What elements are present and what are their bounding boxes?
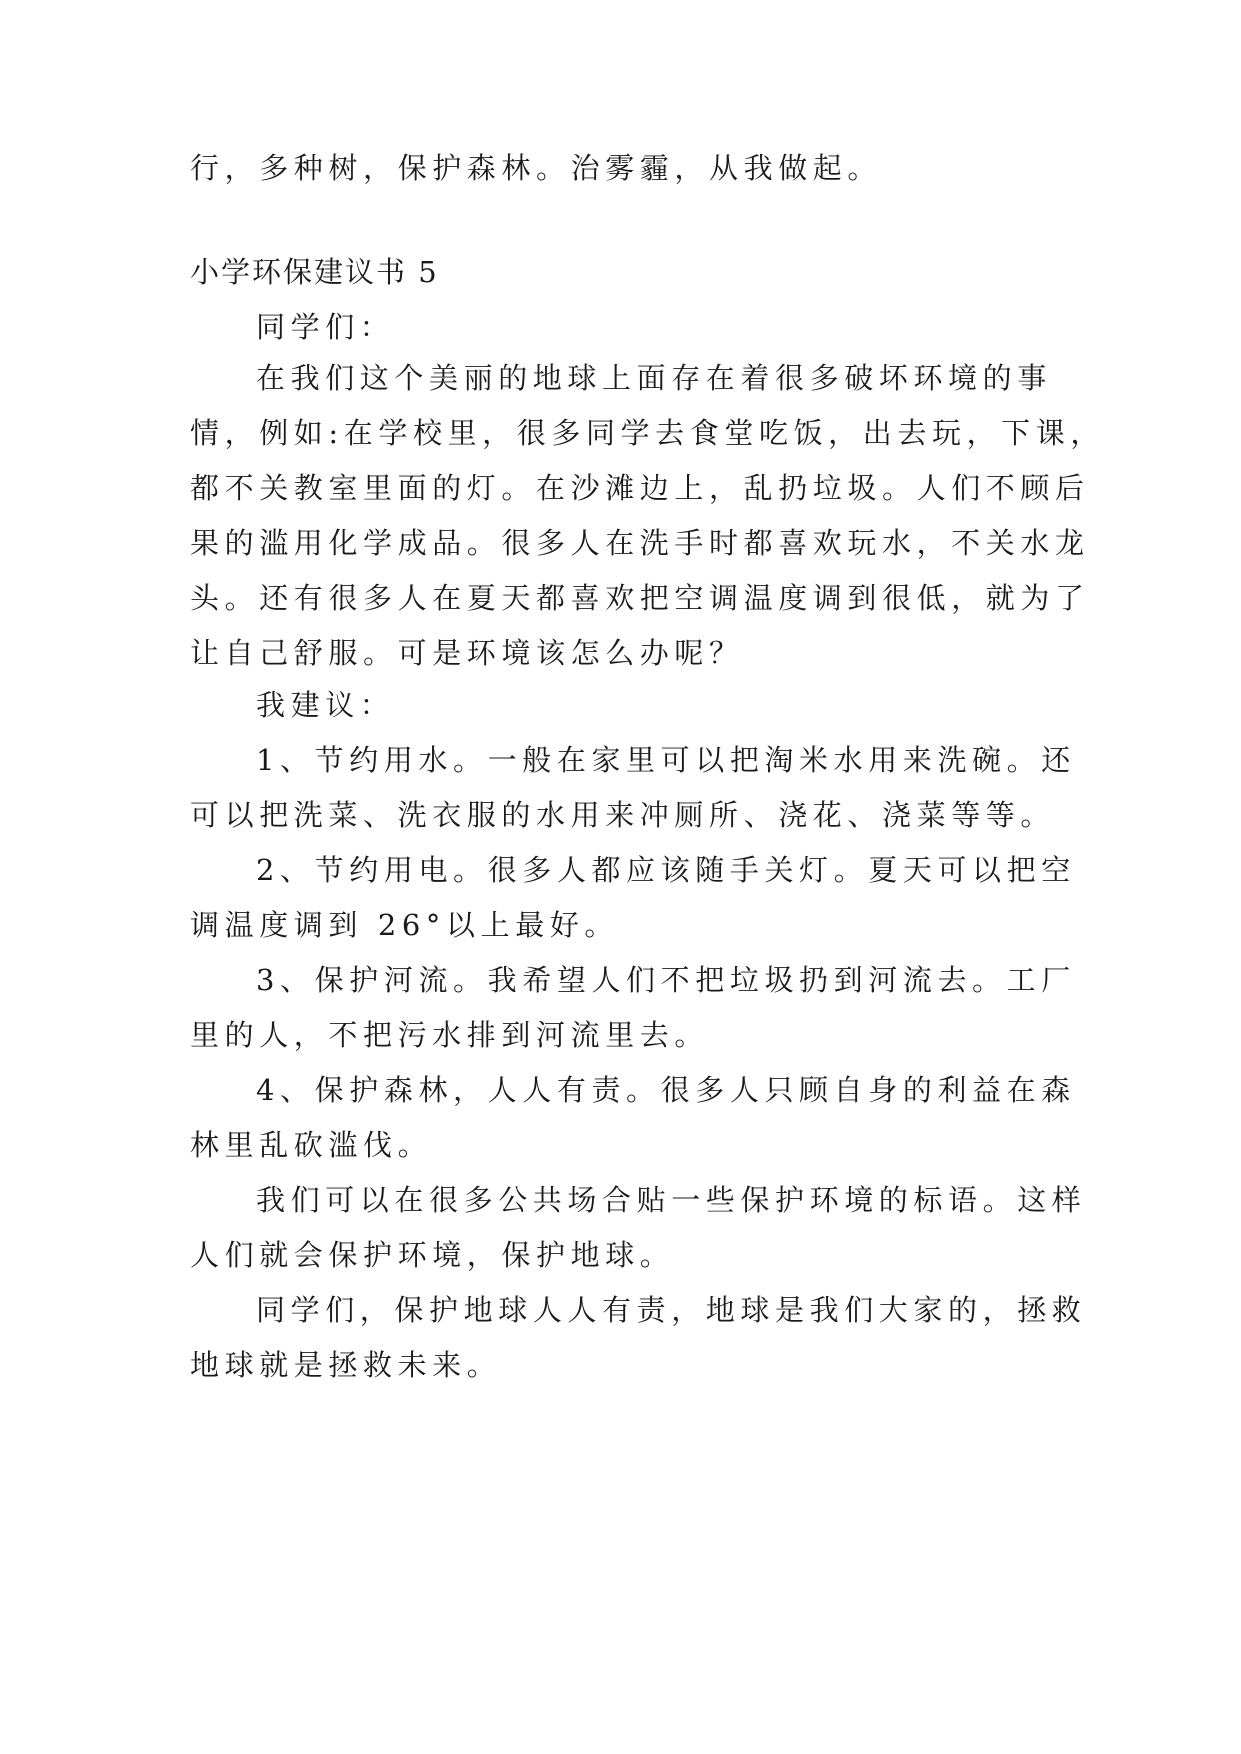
paragraph-line: 都不关教室里面的灯。在沙滩边上，乱扔垃圾。人们不顾后	[190, 471, 1090, 505]
continuation-line: 行，多种树，保护森林。治雾霾，从我做起。	[190, 151, 883, 185]
slogan-paragraph-line: 人们就会保护环境，保护地球。	[190, 1238, 675, 1272]
slogan-paragraph-line: 我们可以在很多公共场合贴一些保护环境的标语。这样	[256, 1183, 1087, 1217]
suggestion-intro: 我建议：	[256, 688, 395, 722]
suggestion-item-3-line: 3、保护河流。我希望人们不把垃圾扔到河流去。工厂	[256, 963, 1076, 997]
paragraph-line: 在我们这个美丽的地球上面存在着很多破坏环境的事	[256, 361, 1052, 395]
suggestion-item-2-line: 2、节约用电。很多人都应该随手关灯。夏天可以把空	[256, 853, 1076, 887]
section-title: 小学环保建议书 5	[190, 255, 439, 289]
paragraph-line: 情，例如:在学校里，很多同学去食堂吃饭，出去玩，下课，	[190, 416, 1105, 450]
paragraph-line: 头。还有很多人在夏天都喜欢把空调温度调到很低，就为了	[190, 581, 1090, 615]
closing-paragraph-line: 同学们，保护地球人人有责，地球是我们大家的，拯救	[256, 1293, 1087, 1327]
suggestion-item-1-line: 可以把洗菜、洗衣服的水用来冲厕所、浇花、浇菜等等。	[190, 798, 1056, 832]
suggestion-item-4-line: 林里乱砍滥伐。	[190, 1128, 433, 1162]
suggestion-item-2-line: 调温度调到 26°以上最好。	[190, 908, 620, 942]
salutation: 同学们：	[256, 310, 395, 344]
closing-paragraph-line: 地球就是拯救未来。	[190, 1348, 502, 1382]
suggestion-item-1-line: 1、节约用水。一般在家里可以把淘米水用来洗碗。还	[256, 743, 1076, 777]
suggestion-item-4-line: 4、保护森林，人人有责。很多人只顾自身的利益在森	[256, 1073, 1076, 1107]
paragraph-line: 果的滥用化学成品。很多人在洗手时都喜欢玩水，不关水龙	[190, 526, 1090, 560]
paragraph-line: 让自己舒服。可是环境该怎么办呢？	[190, 636, 744, 670]
suggestion-item-3-line: 里的人，不把污水排到河流里去。	[190, 1018, 710, 1052]
